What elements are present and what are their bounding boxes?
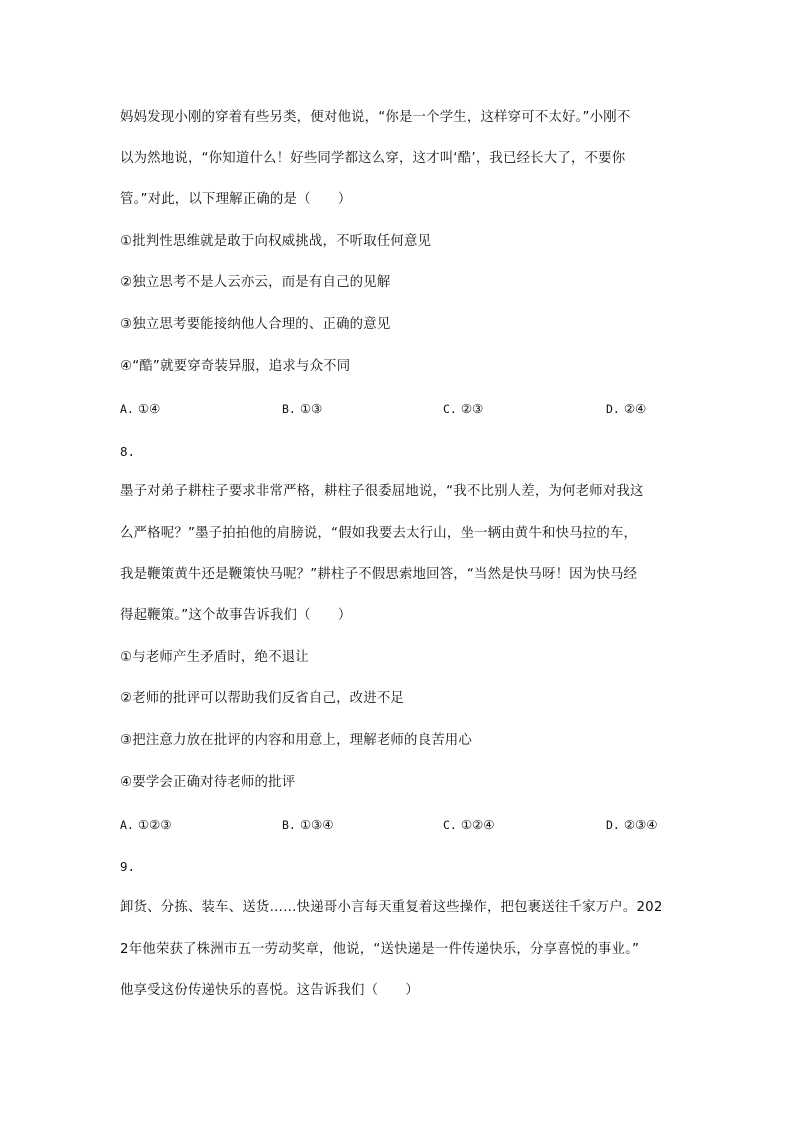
q8-option-b-letter: B. [282, 818, 296, 832]
q7-stem-line-3: 管。”对此，以下理解正确的是（ ） [120, 192, 352, 207]
q7-option-a-letter: A. [120, 402, 134, 416]
q7-option-a [120, 399, 160, 419]
q9-number: 9. [120, 859, 136, 874]
q8-stem-line-4: 得起鞭策。”这个故事告诉我们（ ） [120, 608, 352, 623]
q7-stem-line-2: 以为然地说，“你知道什么！好些同学都这么穿，这才叫‘酷’，我已经长大了，不要你 [120, 151, 626, 166]
q8-statement-3: ③把注意力放在批评的内容和用意上，理解老师的良苦用心 [120, 733, 472, 748]
q8-statement-4: ④要学会正确对待老师的批评 [120, 775, 296, 790]
q7-option-c-text: ②③ [460, 401, 484, 416]
q8-option-d-letter: D. [606, 818, 620, 832]
q8-option-b-text: ①③④ [299, 817, 334, 832]
q8-option-b [282, 815, 333, 835]
q9-stem-line-3: 他享受这份传递快乐的喜悦。这告诉我们（ ） [120, 983, 419, 998]
q7-statement-2: ②独立思考不是人云亦云，而是有自己的见解 [120, 275, 391, 290]
q8-option-c [443, 815, 494, 835]
q8-statement-1: ①与老师产生矛盾时，绝不退让 [120, 650, 309, 665]
q7-option-c [443, 399, 483, 419]
q8-stem-line-2: 么严格呢？”墨子拍拍他的肩膀说，“假如我要去太行山，坐一辆由黄牛和快马拉的车， [120, 526, 638, 541]
q7-option-b [282, 399, 322, 419]
q8-stem-line-1: 墨子对弟子耕柱子要求非常严格，耕柱子很委屈地说，“我不比别人差，为何老师对我这 [120, 484, 644, 499]
q9-stem-line-2: 2年他荣获了株洲市五一劳动奖章，他说，“送快递是一件传递快乐，分享喜悦的事业。” [120, 942, 640, 957]
q8-stem-line-3: 我是鞭策黄牛还是鞭策快马呢？”耕柱子不假思索地回答，“当然是快马呀！因为快马经 [120, 567, 638, 582]
q7-option-d-letter: D. [606, 402, 620, 416]
q8-number: 8. [120, 444, 136, 459]
q7-option-b-text: ①③ [299, 401, 323, 416]
q7-statement-4: ④“酷”就要穿奇装异服，追求与众不同 [120, 359, 351, 374]
q7-statement-1: ①批判性思维就是敢于向权威挑战，不听取任何意见 [120, 234, 432, 249]
q8-option-a-text: ①②③ [137, 817, 172, 832]
q9-stem-line-1: 卸货、分拣、装车、送货……快递哥小言每天重复着这些操作，把包裹送往千家万户。202 [120, 900, 663, 915]
q8-statement-2: ②老师的批评可以帮助我们反省自己，改进不足 [120, 691, 405, 706]
q8-option-c-text: ①②④ [460, 817, 495, 832]
q7-option-d [606, 399, 646, 419]
q7-statement-3: ③独立思考要能接纳他人合理的、正确的意见 [120, 317, 391, 332]
q8-option-a-letter: A. [120, 818, 134, 832]
q7-option-b-letter: B. [282, 402, 296, 416]
q7-stem-line-1: 妈妈发现小刚的穿着有些另类，便对他说，“你是一个学生，这样穿可不太好。”小刚不 [120, 110, 631, 125]
q7-option-d-text: ②④ [623, 401, 647, 416]
q7-option-c-letter: C. [443, 402, 457, 416]
q8-option-d-text: ②③④ [623, 817, 658, 832]
q7-option-a-text: ①④ [137, 401, 161, 416]
q8-option-d [606, 815, 657, 835]
q8-option-c-letter: C. [443, 818, 457, 832]
q8-option-a [120, 815, 171, 835]
